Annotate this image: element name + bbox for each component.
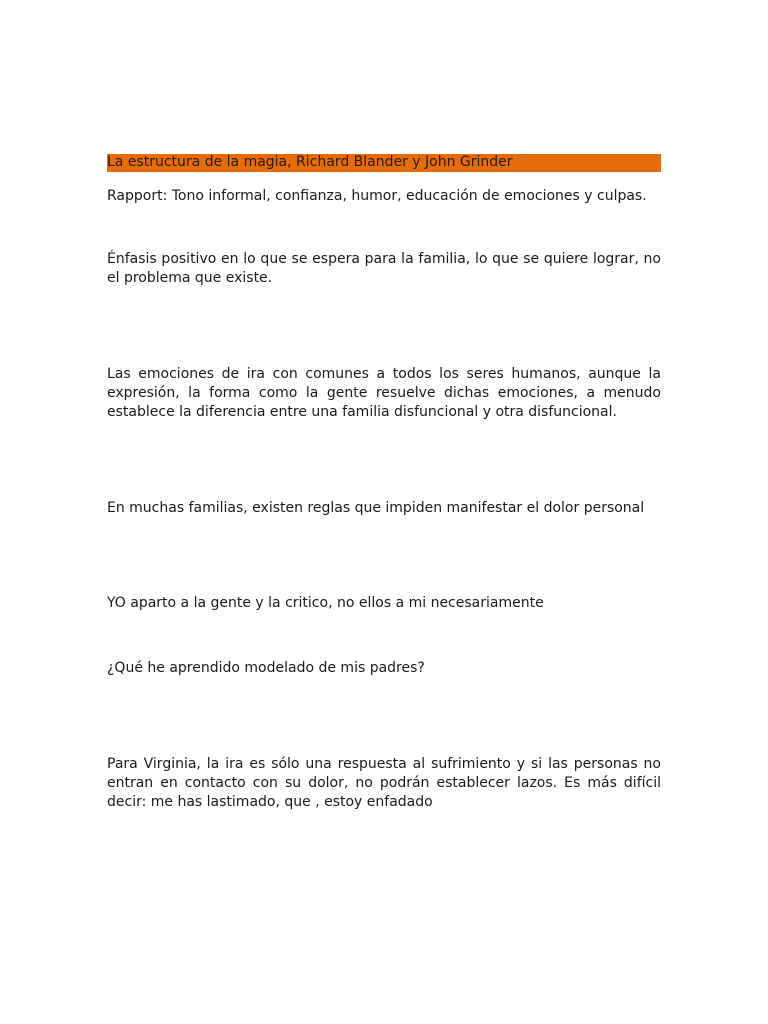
document-title-highlighted: La estructura de la magia, Richard Blander y John Grinder	[107, 154, 661, 172]
paragraph-pregunta-padres: ¿Qué he aprendido modelado de mis padres?	[107, 660, 425, 676]
paragraph-reglas-familias: En muchas familias, existen reglas que impiden manifestar el dolor personal	[107, 500, 645, 516]
paragraph-virginia: Para Virginia, la ira es sólo una respuesta al sufrimiento y si las personas no entran en contacto con su dolor, no podrán establecer lazos. Es más difícil decir: me has lastimado, que , estoy enfadado	[107, 756, 661, 810]
paragraph-emociones-ira: Las emociones de ira con comunes a todos los seres humanos, aunque la expresión, la forma como la gente resuelve dichas emociones, a menudo establece la diferencia entre una familia disfuncional y otra disfuncional.	[107, 366, 661, 420]
paragraph-yo-aparto: YO aparto a la gente y la critico, no ellos a mi necesariamente	[107, 595, 544, 611]
paragraph-rapport: Rapport: Tono informal, confianza, humor, educación de emociones y culpas.	[107, 188, 647, 204]
paragraph-enfasis: Énfasis positivo en lo que se espera para la familia, lo que se quiere lograr, no el problema que existe.	[107, 251, 661, 286]
